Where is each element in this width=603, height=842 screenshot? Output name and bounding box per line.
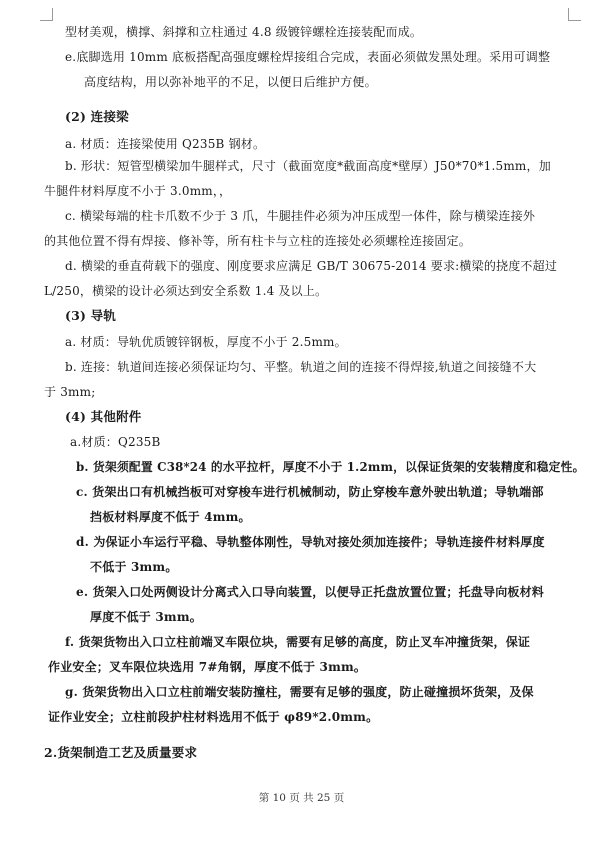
text-line: e.底脚选用 10mm 底板搭配高强度螺栓焊接组合完成，表面必须做发黑处理。采用可调整 xyxy=(65,50,551,64)
text-line: 的其他位置不得有焊接、修补等，所有柱卡与立柱的连接处必须螺栓连接固定。 xyxy=(44,234,472,248)
text-line: f. 货架货物出入口立柱前端叉车限位块，需要有足够的高度，防止叉车冲撞货架，保证 xyxy=(65,635,531,649)
text-line: b. 货架须配置 C38*24 的水平拉杆，厚度不小于 1.2mm，以保证货架的安装精度和稳定性。 xyxy=(76,460,585,474)
text-line: 高度结构，用以弥补地平的不足，以便日后维护方便。 xyxy=(84,75,377,89)
text-line: b. 形状：短管型横梁加牛腿样式，尺寸（截面宽度*截面高度*壁厚）J50*70*1.5mm，加 xyxy=(65,159,551,173)
text-line: 证作业安全；立柱前段护柱材料选用不低于 φ89*2.0mm。 xyxy=(48,710,379,724)
text-line: c. 横梁每端的柱卡爪数不少于 3 爪，牛腿挂件必须为冲压成型一体件，除与横梁连接外 xyxy=(65,209,536,223)
text-line: d. 为保证小车运行平稳、导轨整体刚性，导轨对接处须加连接件；导轨连接件材料厚度 xyxy=(76,535,545,549)
text-line: 于 3mm; xyxy=(44,385,96,399)
text-line: 厚度不低于 3mm。 xyxy=(90,610,202,624)
section-heading: (3) 导轨 xyxy=(65,308,117,323)
text-line: 作业安全；叉车限位块选用 7#角钢，厚度不低于 3mm。 xyxy=(48,660,367,674)
text-line: e. 货架入口处两侧设计分离式入口导向装置，以便导正托盘放置位置；托盘导向板材料 xyxy=(76,585,544,599)
section-heading: 2.货架制造工艺及质量要求 xyxy=(44,745,198,760)
crop-mark-top-right xyxy=(568,8,581,21)
crop-mark-top-left xyxy=(40,8,53,21)
text-line: 挡板材料厚度不低于 4mm。 xyxy=(90,510,251,524)
text-line: a. 材质：连接梁使用 Q235B 钢材。 xyxy=(65,137,266,151)
section-heading: (2) 连接梁 xyxy=(65,109,129,124)
page-footer: 第 10 页 共 25 页 xyxy=(258,792,345,804)
text-line: d. 横梁的垂直荷载下的强度、刚度要求应满足 GB/T 30675-2014 要求:横梁的挠度不超过 xyxy=(65,259,558,273)
section-heading: (4) 其他附件 xyxy=(65,409,142,424)
text-line: L/250，横梁的设计必须达到安全系数 1.4 及以上。 xyxy=(44,284,328,298)
text-line: 不低于 3mm。 xyxy=(90,560,178,574)
text-line: a. 材质：导轨优质镀锌钢板，厚度不小于 2.5mm。 xyxy=(65,335,347,349)
text-line: a.材质：Q235B xyxy=(70,435,161,449)
text-line: b. 连接：轨道间连接必须保证均匀、平整。轨道之间的连接不得焊接,轨道之间接缝不大 xyxy=(65,360,537,374)
text-line: 牛腿件材料厚度不小于 3.0mm，， xyxy=(44,184,232,198)
text-line: c. 货架出口有机械挡板可对穿梭车进行机械制动，防止穿梭车意外驶出轨道；导轨端部 xyxy=(76,485,544,499)
text-line: 型材美观，横撑、斜撑和立柱通过 4.8 级镀锌螺栓连接装配而成。 xyxy=(65,25,423,39)
text-line: g. 货架货物出入口立柱前端安装防撞柱，需要有足够的强度，防止碰撞损坏货架，及保 xyxy=(65,685,534,699)
